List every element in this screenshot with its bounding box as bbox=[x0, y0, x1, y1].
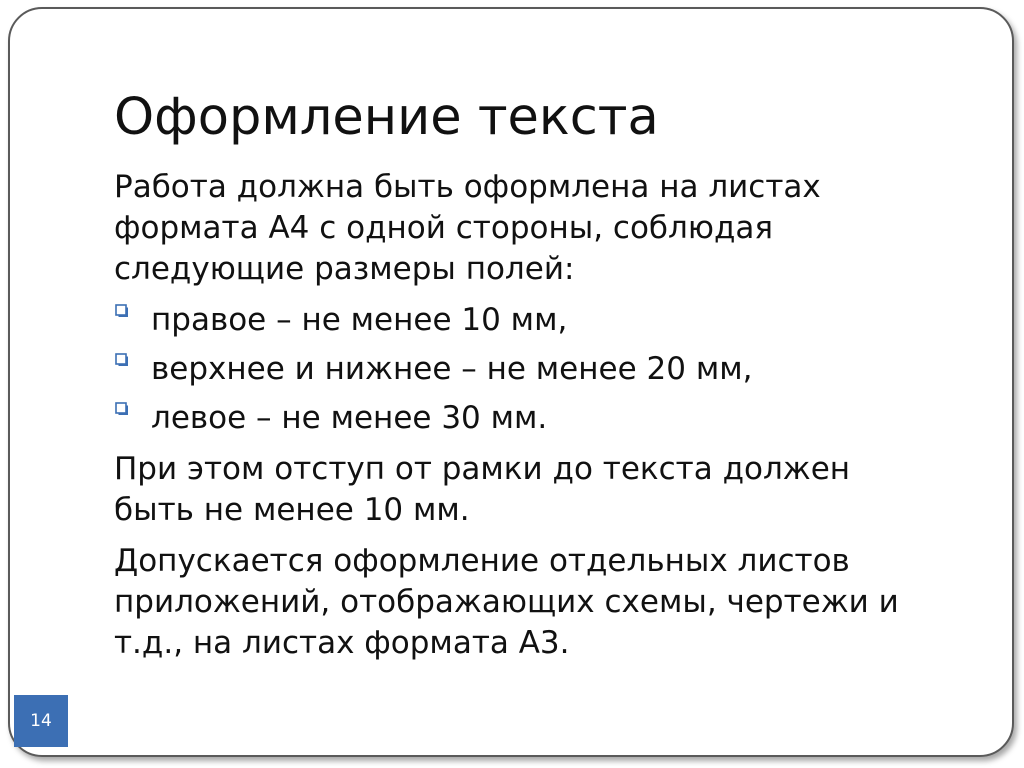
indent-paragraph bbox=[114, 449, 994, 531]
margins-list bbox=[114, 300, 994, 439]
page-number-badge: 14 bbox=[14, 695, 68, 747]
square-bullet-icon bbox=[115, 402, 129, 416]
intro-line: следующие размеры полей: bbox=[114, 251, 575, 287]
a3-line: т.д., на листах формата А3. bbox=[114, 625, 570, 661]
indent-line: быть не менее 10 мм. bbox=[114, 492, 470, 528]
square-bullet-icon bbox=[115, 304, 129, 318]
a3-line: приложений, отображающих схемы, чертежи и bbox=[114, 584, 899, 620]
slide-title: Оформление текста bbox=[114, 88, 659, 147]
a3-paragraph bbox=[114, 541, 994, 664]
list-item bbox=[114, 349, 994, 390]
intro-line: формата А4 с одной стороны, соблюдая bbox=[114, 210, 774, 246]
square-bullet-icon bbox=[115, 353, 129, 367]
indent-line: При этом отступ от рамки до текста должен bbox=[114, 451, 851, 487]
list-item bbox=[114, 300, 994, 341]
intro-line: Работа должна быть оформлена на листах bbox=[114, 169, 821, 205]
slide-body bbox=[114, 167, 994, 674]
intro-paragraph bbox=[114, 167, 994, 290]
list-item bbox=[114, 398, 994, 439]
list-item-text: левое – не менее 30 мм. bbox=[151, 400, 548, 436]
list-item-text: правое – не менее 10 мм, bbox=[151, 302, 568, 338]
list-item-text: верхнее и нижнее – не менее 20 мм, bbox=[151, 351, 753, 387]
a3-line: Допускается оформление отдельных листов bbox=[114, 543, 850, 579]
